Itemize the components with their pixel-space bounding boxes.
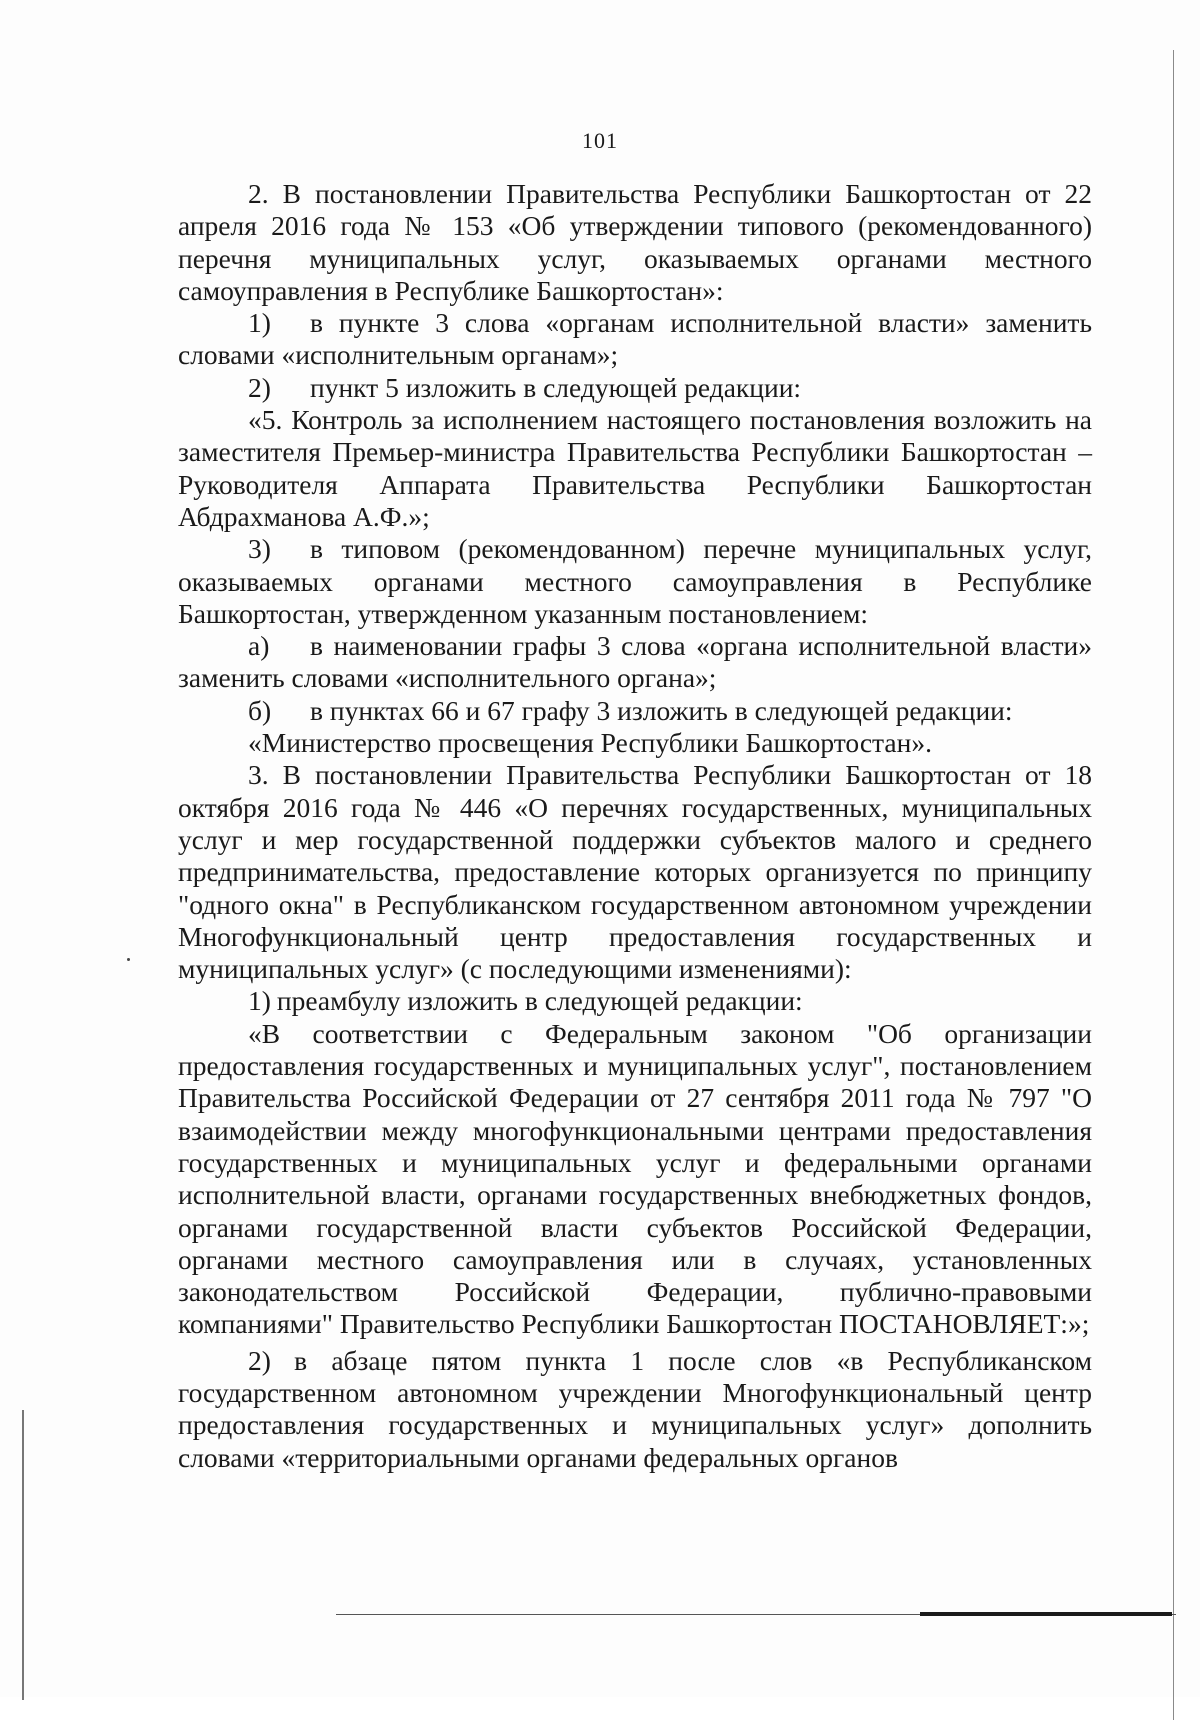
paragraph-quote-preamble: «В соответствии с Федеральным законом "Об организации предоставления государственных и муниципальных услуг", постановлением Правительства Российской Федерации от 27 сентября 2011 года № 797 "О взаимодействии между многофункциональными центрами предоставления государственных и муниципальных услуг и федеральными органами исполнительной власти, органами государственных внебюджетных фондов, органами государственной власти субъектов Российской Федерации, органами местного самоуправления или в случаях, установленных законодательством Российской Федерации, публично-правовыми компаниями" Правительство Республики Башкортостан ПОСТАНОВЛЯЕТ:»; <box>178 1017 1092 1340</box>
paragraph-quote-item-5: «5. Контроль за исполнением настоящего постановления возложить на заместителя Премьер-министра Правительства Республики Башкортостан – Руководителя Аппарата Правительства Республики Башкортостан Абдрахманова А.Ф.»; <box>178 404 1092 532</box>
list-item-text: в абзаце пятом пункта 1 после слов «в Республиканском государственном автономном учреждении Многофункциональный центр предоставления государственных и муниципальных услуг» дополнить словами «территориальными органами федеральных органов <box>178 1344 1093 1473</box>
document-body <box>178 178 1092 1474</box>
list-item-a <box>178 630 1092 695</box>
list-item-number: б) <box>248 694 272 726</box>
scan-speck <box>127 958 130 961</box>
list-item-number: 2) <box>248 1344 271 1376</box>
list-item-number: а) <box>248 630 270 662</box>
page-number: 101 <box>582 128 618 153</box>
list-item-b <box>178 695 1092 727</box>
list-item-number: 3) <box>248 533 271 565</box>
list-item-text: пункт 5 изложить в следующей редакции: <box>310 371 802 403</box>
list-item-number: 2) <box>248 371 271 403</box>
list-item-2 <box>178 372 1092 404</box>
scan-edge-line-left <box>22 1410 24 1700</box>
paragraph-quote-ministry: «Министерство просвещения Республики Башкортостан». <box>248 727 932 759</box>
bottom-rule-heavy <box>920 1612 1172 1616</box>
list-item-text: в типовом (рекомендованном) перечне муниципальных услуг, оказываемых органами местного самоуправления в Республике Башкортостан, утвержденном указанным постановлением: <box>178 533 1092 629</box>
list-item-text: преамбулу изложить в следующей редакции: <box>276 985 803 1017</box>
list-item-preamble <box>178 985 1092 1017</box>
list-item-text: в наименовании графы 3 слова «органа исполнительной власти» заменить словами «исполнительного органа»; <box>178 630 1092 694</box>
list-item-1 <box>178 307 1092 372</box>
list-item-number: 1) <box>248 985 271 1017</box>
list-item-text: в пункте 3 слова «органам исполнительной власти» заменить словами «исполнительным органам»; <box>178 307 1092 371</box>
paragraph-clause-2: 2. В постановлении Правительства Республики Башкортостан от 22 апреля 2016 года № 153 «Об утверждении типового (рекомендованного) перечня муниципальных услуг, оказываемых органами местного самоуправления в Республике Башкортостан»: <box>178 178 1092 306</box>
list-item-3 <box>178 533 1092 630</box>
list-item-text: в пунктах 66 и 67 графу 3 изложить в следующей редакции: <box>310 694 1013 726</box>
scan-edge-line <box>1173 50 1174 1720</box>
paragraph-clause-3: 3. В постановлении Правительства Республики Башкортостан от 18 октября 2016 года № 446 «О перечнях государственных, муниципальных услуг и мер государственной поддержки субъектов малого и среднего предпринимательства, предоставление которых организуется по принципу "одного окна" в Республиканском государственном автономном учреждении Многофункциональный центр предоставления государственных и муниципальных услуг» (с последующими изменениями): <box>178 759 1092 985</box>
list-item-number: 1) <box>248 307 271 339</box>
list-item-paragraph-five <box>178 1345 1092 1474</box>
